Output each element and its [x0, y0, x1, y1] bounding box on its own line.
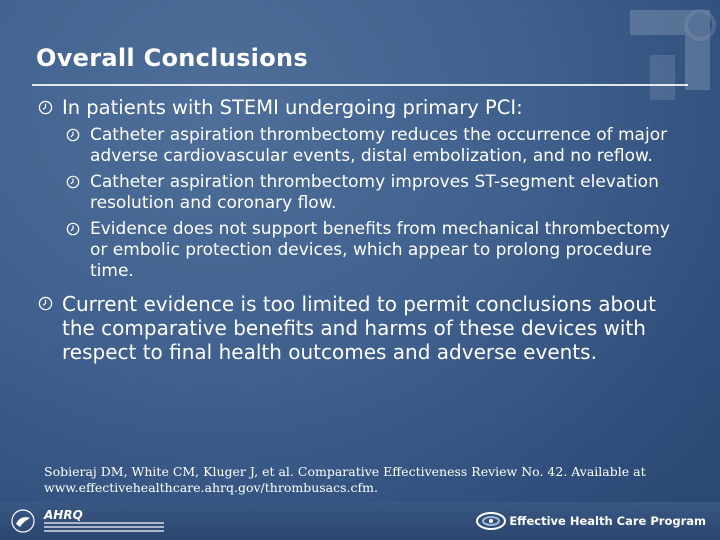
- clock-bullet-icon: [38, 100, 53, 115]
- sub-bullet-item: [66, 172, 688, 214]
- ehc-label: Effective Health Care Program: [509, 514, 706, 528]
- sub-bullet-text: Evidence does not support benefits from mechanical thrombectomy or embolic protection devices, which appear to prolong procedure time.: [90, 219, 670, 281]
- title-divider: [32, 84, 688, 86]
- clock-bullet-icon: [66, 175, 80, 189]
- corner-decoration-icon: [590, 0, 720, 110]
- ahrq-logo: [44, 508, 164, 534]
- ehc-logo: [475, 510, 706, 532]
- citation: [44, 464, 674, 496]
- bullet-text: In patients with STEMI undergoing primary PCI:: [62, 96, 523, 119]
- footer-bar: [0, 502, 720, 540]
- bullet-text: Current evidence is too limited to permit conclusions about the comparative benefits and harms of these devices with respect to final health outcomes and adverse events.: [62, 292, 656, 364]
- citation-line: Sobieraj DM, White CM, Kluger J, et al. Comparative Effectiveness Review No. 42. Available at: [44, 464, 646, 479]
- bullet-item: [38, 292, 688, 364]
- ehc-swirl-logo-icon: [475, 510, 507, 532]
- clock-bullet-icon: [38, 296, 53, 311]
- bullet-item: [38, 96, 688, 120]
- slide-content: [38, 96, 688, 364]
- clock-bullet-icon: [66, 222, 80, 236]
- slide-title: Overall Conclusions: [36, 44, 308, 72]
- sub-bullet-text: Catheter aspiration thrombectomy reduces the occurrence of major adverse cardiovascular events, distal embolization, and no reflow.: [90, 125, 668, 166]
- clock-bullet-icon: [66, 128, 80, 142]
- ahrq-label: AHRQ: [44, 508, 83, 522]
- hhs-eagle-logo-icon: [8, 508, 38, 534]
- sub-bullet-item: [66, 219, 688, 282]
- ahrq-tagline-lines: [44, 522, 164, 530]
- sub-bullet-text: Catheter aspiration thrombectomy improves ST-segment elevation resolution and coronary flow.: [90, 172, 659, 213]
- citation-url: www.effectivehealthcare.ahrq.gov/thrombusacs.cfm.: [44, 480, 378, 495]
- sub-bullet-item: [66, 125, 688, 167]
